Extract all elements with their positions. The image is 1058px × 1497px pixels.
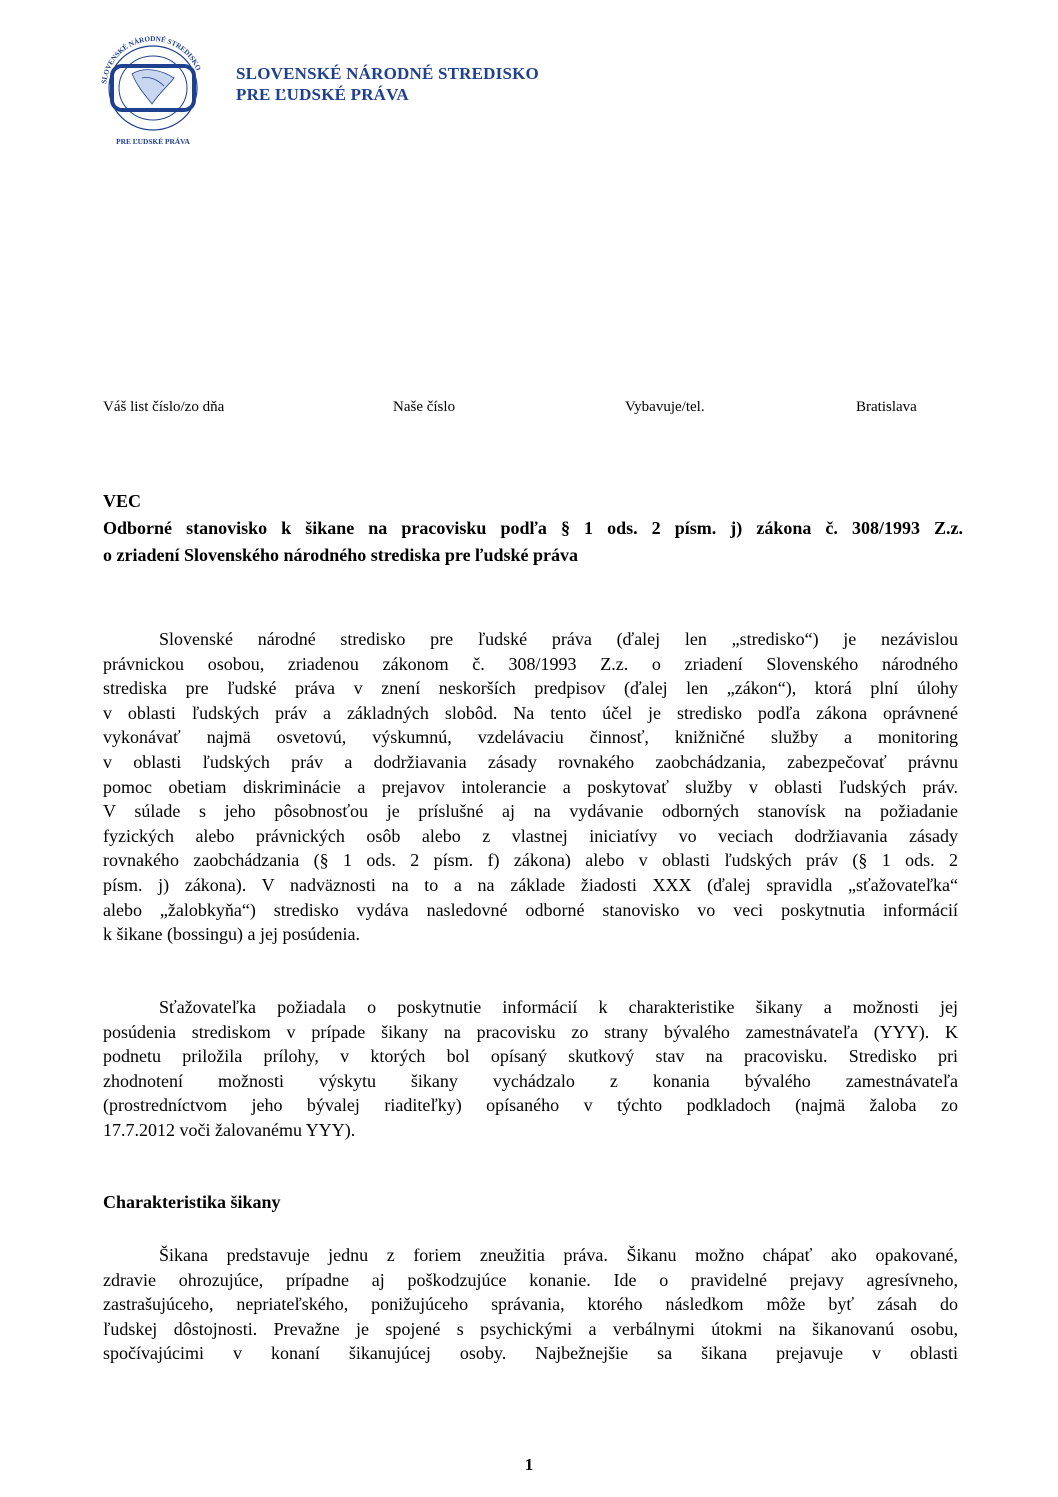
subject-label: VEC: [103, 491, 142, 511]
logo-bottom-text: PRE ĽUDSKÉ PRÁVA: [116, 137, 190, 146]
paragraph-line: zastrašujúceho, nepriateľského, ponižujúceho správania, ktorého následkom môže byť zásah do: [103, 1294, 958, 1315]
paragraph-line: fyzických alebo právnických osôb alebo z vlastnej iniciatívy vo veciach dodržiavania zásady: [103, 825, 958, 846]
paragraph-line: 17.7.2012 voči žalovanému YYY).: [103, 1119, 356, 1140]
paragraph-line: strediska pre ľudské práva v znení neskorších predpisov (ďalej len „zákon“), ktorá plní úlohy: [103, 678, 958, 699]
paragraph-line: Slovenské národné stredisko pre ľudské práva (ďalej len „stredisko“) je nezávislou: [159, 629, 958, 649]
our-number-label: Naše číslo: [393, 399, 456, 415]
organization-name-line2: PRE ĽUDSKÉ PRÁVA: [236, 85, 409, 104]
paragraph-line: V súlade s jeho pôsobnosťou je príslušné aj na vydávanie odborných stanovísk na požiadanie: [103, 801, 958, 822]
subject-line-2: o zriadení Slovenského národného strediska pre ľudské práva: [103, 545, 579, 565]
paragraph-line: Sťažovateľka požiadala o poskytnutie informácií k charakteristike šikany a možnosti jej: [159, 997, 958, 1017]
paragraph-complaint: [103, 995, 958, 1143]
paragraph-characteristics: [103, 1243, 958, 1366]
paragraph-line: posúdenia strediskom v prípade šikany na pracovisku zo strany bývalého zamestnávateľa (YYY). K: [103, 1021, 958, 1042]
paragraph-line: podnetu priložila prílohy, v ktorých bol opísaný skutkový stav na pracovisku. Stredisko pri: [103, 1046, 958, 1067]
paragraph-line: právnickou osobou, zriadenou zákonom č. 308/1993 Z.z. o zriadení Slovenského národného: [103, 653, 958, 674]
reference-row: [0, 399, 1058, 419]
paragraph-line: k šikane (bossingu) a jej posúdenia.: [103, 924, 360, 945]
paragraph-line: spočívajúcimi v konaní šikanujúcej osoby. Najbežnejšie sa šikana prejavuje v oblasti: [103, 1343, 958, 1364]
paragraph-line: vykonávať najmä osvetovú, výskumnú, vzdelávaciu činnosť, knižničné služby a monitoring: [103, 727, 958, 748]
page-number: 1: [524, 1455, 534, 1474]
place-label: Bratislava: [856, 399, 917, 415]
organization-logo: [92, 26, 214, 148]
subject-line-1: Odborné stanovisko k šikane na pracovisku podľa § 1 ods. 2 písm. j) zákona č. 308/1993 Z.z.: [103, 518, 963, 538]
paragraph-line: alebo „žalobkyňa“) stredisko vydáva nasledovné odborné stanovisko vo veci poskytnutia informácií: [103, 899, 958, 920]
paragraph-line: zdravie ohrozujúce, prípadne aj poškodzujúce konanie. Ide o pravidelné prejavy agresívneho,: [103, 1269, 958, 1290]
paragraph-line: rovnakého zaobchádzania (§ 1 ods. 2 písm. f) zákona) alebo v oblasti ľudských práv (§ 1 ods. 2: [103, 850, 958, 871]
paragraph-line: zhodnotení možnosti výskytu šikany vychádzalo z konania bývalého zamestnávateľa: [103, 1070, 958, 1091]
organization-name-line1: SLOVENSKÉ NÁRODNÉ STREDISKO: [236, 64, 539, 83]
organization-name: [236, 63, 539, 105]
logo-top-text: SLOVENSKÉ NÁRODNÉ STREDISKO: [100, 34, 203, 85]
paragraph-intro: [103, 627, 958, 947]
paragraph-line: písm. j) zákona). V nadväznosti na to a na základe žiadosti XXX (ďalej spravidla „sťažovateľka“: [103, 874, 958, 895]
your-letter-label: Váš list číslo/zo dňa: [103, 399, 225, 415]
handled-by-label: Vybavuje/tel.: [625, 399, 705, 415]
section-heading: Charakteristika šikany: [103, 1192, 281, 1212]
paragraph-line: ľudskej dôstojnosti. Prevažne je spojené s psychickými a verbálnymi útokmi na šikanovanú osobu,: [103, 1318, 958, 1339]
paragraph-line: Šikana predstavuje jednu z foriem zneužitia práva. Šikanu možno chápať ako opakované,: [159, 1245, 958, 1265]
paragraph-line: v oblasti ľudských práv a dodržiavania zásady rovnakého zaobchádzania, zabezpečovať právnu: [103, 751, 958, 772]
subject-block: [103, 488, 963, 569]
paragraph-line: (prostredníctvom jeho bývalej riaditeľky) opísaného v týchto podkladoch (najmä žaloba zo: [103, 1095, 958, 1116]
paragraph-line: pomoc obetiam diskriminácie a prejavov intolerancie a poskytovať služby v oblasti ľudských práv.: [103, 776, 958, 797]
paragraph-line: v oblasti ľudských práv a základných slobôd. Na tento účel je stredisko podľa zákona oprávnené: [103, 702, 958, 723]
